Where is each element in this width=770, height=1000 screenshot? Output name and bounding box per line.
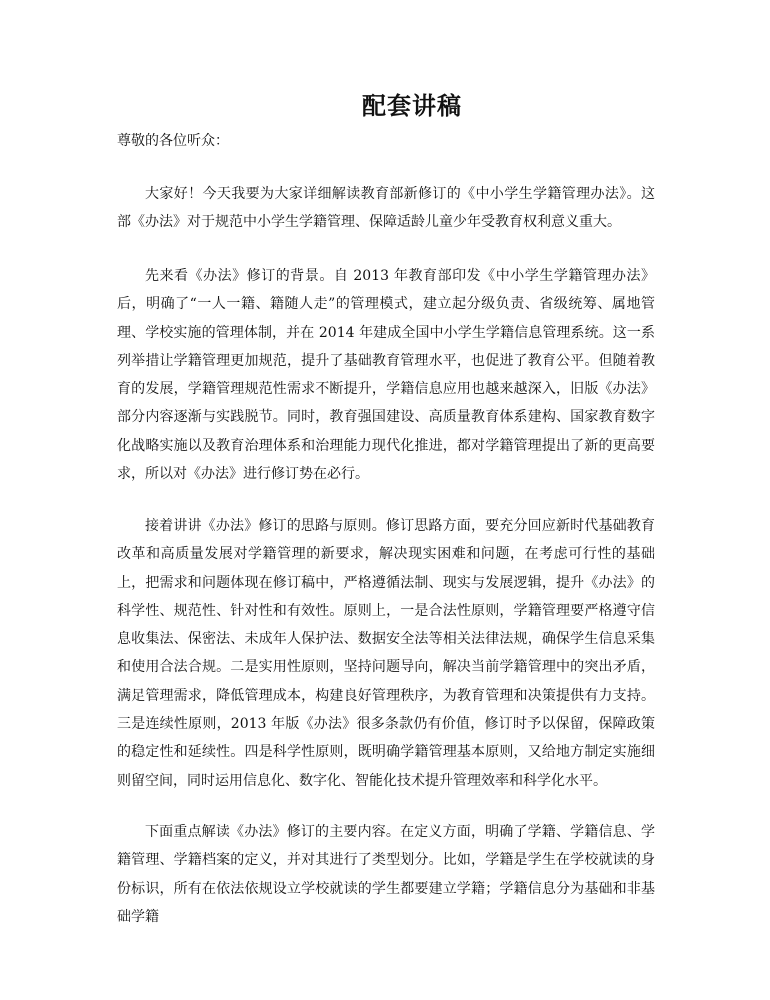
greeting-line: 尊敬的各位听众： [117, 133, 229, 149]
paragraph-introduction: 大家好！今天我要为大家详细解读教育部新修订的《中小学生学籍管理办法》。这部《办法》对于规范中小学生学籍管理、保障适龄儿童少年受教育权利意义重大。 [117, 186, 655, 231]
paragraph-background: 先来看《办法》修订的背景。自 2013 年教育部印发《中小学生学籍管理办法》后，明确了“一人一籍、籍随人走”的管理模式，建立起分级负责、省级统筹、属地管理、学校实施的管理体制，并在 2014 年建成全国中小学生学籍信息管理系统。这一系列举措让学籍管理更加规范，提升了基础教育管理水平，也促进了教育公平。但随着教育的发展，学籍管理规范性需求不断提升，学籍信息应用也越来越深入，旧版《办法》部分内容逐渐与实践脱节。同时，教育强国建设、高质量教育体系建构、国家教育数字化战略实施以及教育治理体系和治理能力现代化推进，都对学籍管理提出了新的更高要求，所以对《办法》进行修订势在必行。 [117, 268, 655, 483]
paragraph-main-content: 下面重点解读《办法》修订的主要内容。在定义方面，明确了学籍、学籍信息、学籍管理、学籍档案的定义，并对其进行了类型划分。比如，学籍是学生在学校就读的身份标识，所有在依法依规设立学校就读的学生都要建立学籍；学籍信息分为基础和非基础学籍 [117, 824, 655, 925]
paragraph-principles: 接着讲讲《办法》修订的思路与原则。修订思路方面，要充分回应新时代基础教育改革和高质量发展对学籍管理的新要求，解决现实困难和问题，在考虑可行性的基础上，把需求和问题体现在修订稿中，严格遵循法制、现实与发展逻辑，提升《办法》的科学性、规范性、针对性和有效性。原则上，一是合法性原则，学籍管理要严格遵守信息收集法、保密法、未成年人保护法、数据安全法等相关法律法规，确保学生信息采集和使用合法合规。二是实用性原则，坚持问题导向，解决当前学籍管理中的突出矛盾，满足管理需求，降低管理成本，构建良好管理秩序，为教育管理和决策提供有力支持。三是连续性原则，2013 年版《办法》很多条款仍有价值，修订时予以保留，保障政策的稳定性和延续性。四是科学性原则，既明确学籍管理基本原则，又给地方制定实施细则留空间，同时运用信息化、数字化、智能化技术提升管理效率和科学化水平。 [117, 518, 655, 789]
document-title: 配套讲稿 [362, 91, 462, 120]
